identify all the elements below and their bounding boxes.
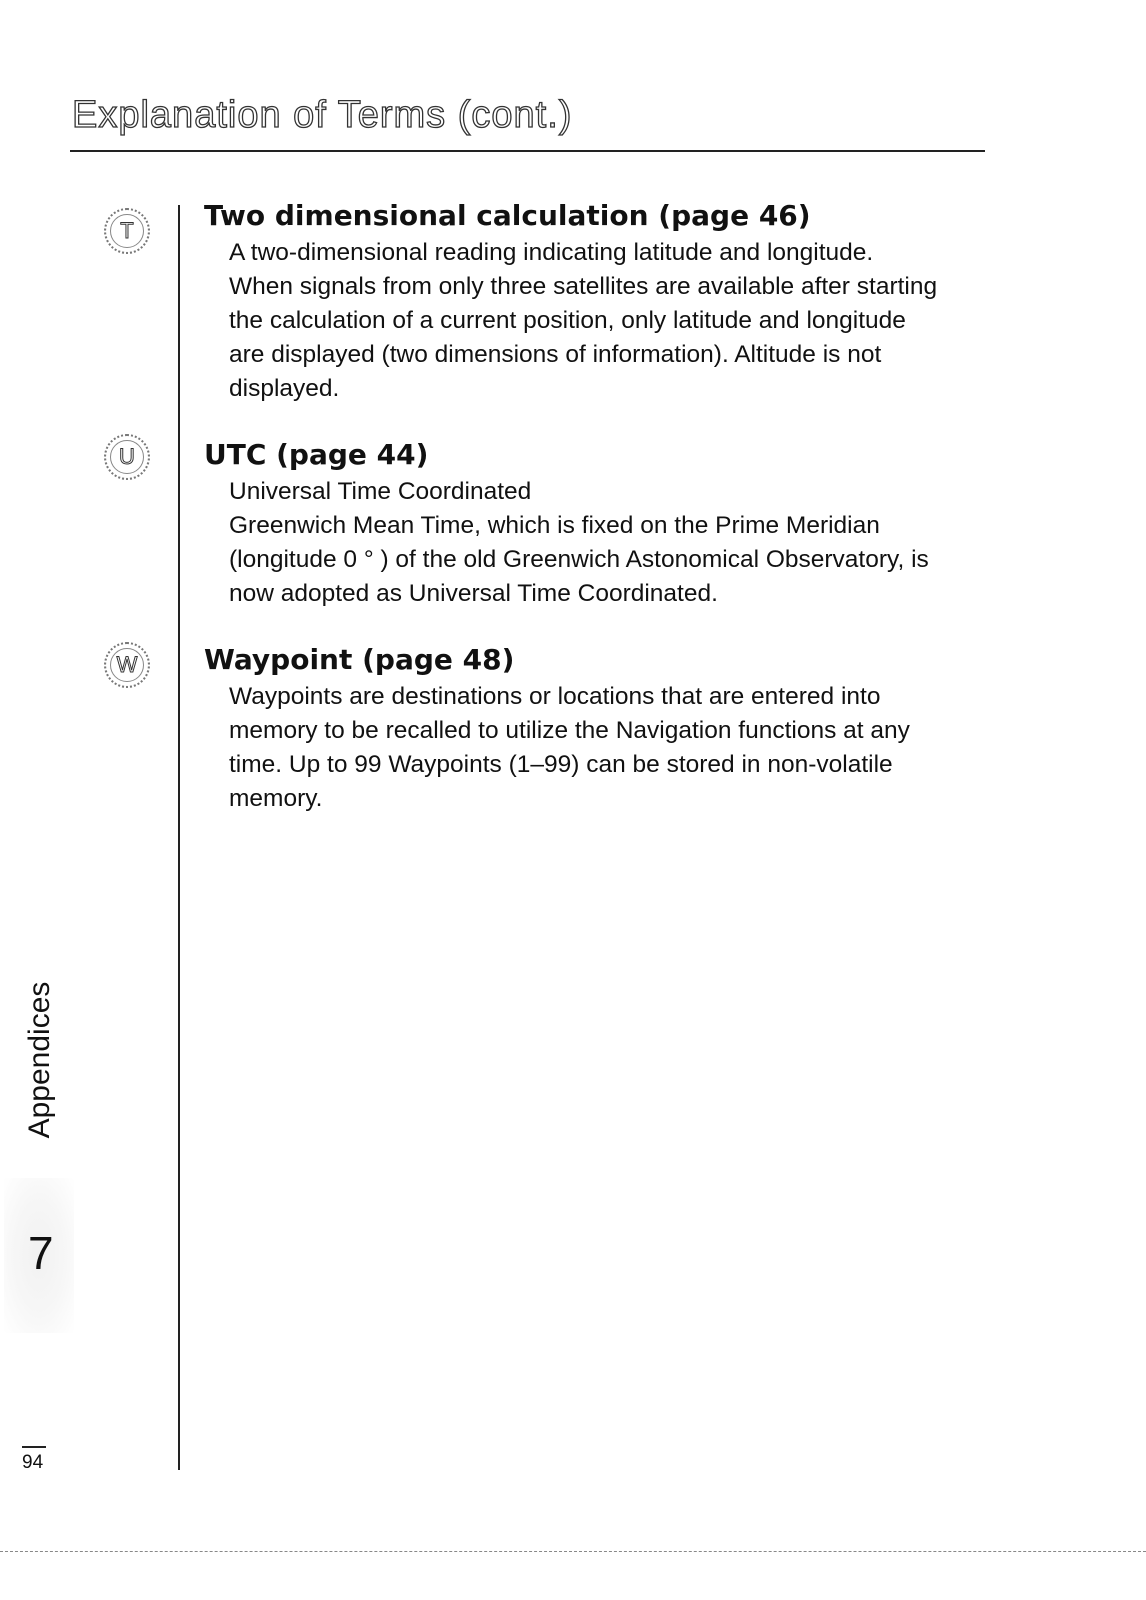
entry-line: memory to be recalled to utilize the Navigation functions at any	[229, 717, 910, 744]
entry-line: Universal Time Coordinated	[229, 478, 532, 505]
scan-edge-line	[0, 1551, 1146, 1552]
vertical-divider	[178, 205, 180, 1470]
page-number-rule	[22, 1446, 46, 1448]
chapter-number: 7	[28, 1227, 54, 1279]
entry-line: displayed.	[229, 375, 340, 402]
entry-line: When signals from only three satellites are available after starting	[229, 273, 938, 300]
entry-line: Greenwich Mean Time, which is fixed on the Prime Meridian	[229, 512, 880, 539]
entry-line: are displayed (two dimensions of information). Altitude is not	[229, 341, 882, 368]
entry-heading: UTC (page 44)	[204, 438, 429, 471]
glossary-entry-utc	[204, 437, 994, 611]
entry-line: now adopted as Universal Time Coordinated.	[229, 580, 718, 607]
entry-body	[229, 475, 994, 611]
entry-line: (longitude 0 ° ) of the old Greenwich Astonomical Observatory, is	[229, 546, 929, 573]
glossary-entry-waypoint	[204, 642, 994, 816]
letter-t-label: T	[110, 214, 144, 248]
entry-line: the calculation of a current position, only latitude and longitude	[229, 307, 906, 334]
entry-line: time. Up to 99 Waypoints (1–99) can be stored in non-volatile	[229, 751, 893, 778]
page-title: Explanation of Terms (cont.)	[72, 94, 573, 136]
entry-heading: Waypoint (page 48)	[204, 643, 515, 676]
entry-body	[229, 236, 994, 406]
entry-body	[229, 680, 994, 816]
letter-w-icon	[104, 642, 150, 688]
entry-line: A two-dimensional reading indicating latitude and longitude.	[229, 239, 874, 266]
section-side-label: Appendices	[23, 981, 56, 1139]
page-number: 94	[22, 1452, 44, 1473]
letter-t-icon	[104, 208, 150, 254]
letter-u-icon	[104, 434, 150, 480]
glossary-entry-two-dimensional	[204, 198, 994, 406]
entry-line: Waypoints are destinations or locations that are entered into	[229, 683, 881, 710]
page-header	[70, 92, 985, 152]
letter-u-label: U	[110, 440, 144, 474]
letter-w-label: W	[110, 648, 144, 682]
entry-line: memory.	[229, 785, 323, 812]
entry-heading: Two dimensional calculation (page 46)	[204, 199, 811, 232]
